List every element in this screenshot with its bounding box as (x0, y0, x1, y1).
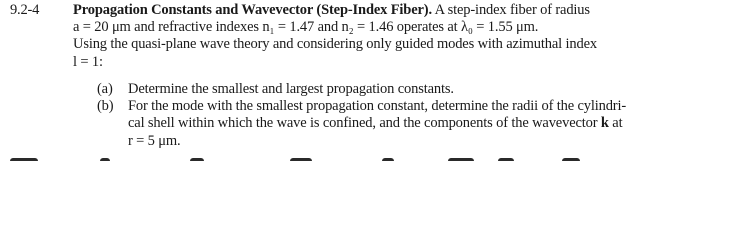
cutoff-glyph (498, 158, 514, 168)
part-b-line-3: r = 5 μm. (128, 132, 181, 149)
cutoff-glyph (562, 158, 580, 168)
problem-line-1 (73, 2, 743, 19)
part-a (97, 81, 743, 98)
cutoff-glyph (290, 158, 312, 168)
cutoff-glyph (10, 158, 38, 168)
wavevector-symbol: k (600, 115, 609, 132)
part-b-line-2 (128, 115, 743, 132)
problem-line-3: Using the quasi-plane wave theory and considering only guided modes with azimuthal index (73, 36, 597, 53)
problem-number: 9.2-4 (10, 2, 40, 18)
part-a-label: (a) (97, 81, 113, 97)
part-b-line-2-suffix: at (608, 115, 623, 132)
next-problem-cutoff (10, 158, 740, 168)
part-b (97, 98, 743, 150)
part-b-line-2-text: cal shell within which the wave is confined, and the components of the wavevector (128, 115, 601, 132)
problem-line-4: l = 1: (73, 53, 103, 70)
problem-parts (97, 81, 743, 150)
problem-statement (73, 2, 743, 71)
problem-title: Propagation Constants and Wavevector (Step-Index Fiber). (73, 2, 432, 18)
cutoff-glyph (382, 158, 394, 168)
cutoff-glyph (190, 158, 204, 168)
problem-line-2: a = 20 μm and refractive indexes n₁ = 1.47 and n₂ = 1.46 operates at λ₀ = 1.55 μm. (73, 19, 539, 36)
cutoff-glyph (448, 158, 474, 168)
part-b-line-1: For the mode with the smallest propagation constant, determine the radii of the cylindri- (128, 98, 627, 115)
cutoff-glyph (100, 158, 110, 168)
problem-text-1: A step-index fiber of radius (431, 2, 590, 18)
part-b-label: (b) (97, 98, 114, 115)
part-a-text: Determine the smallest and largest propagation constants. (128, 81, 454, 97)
